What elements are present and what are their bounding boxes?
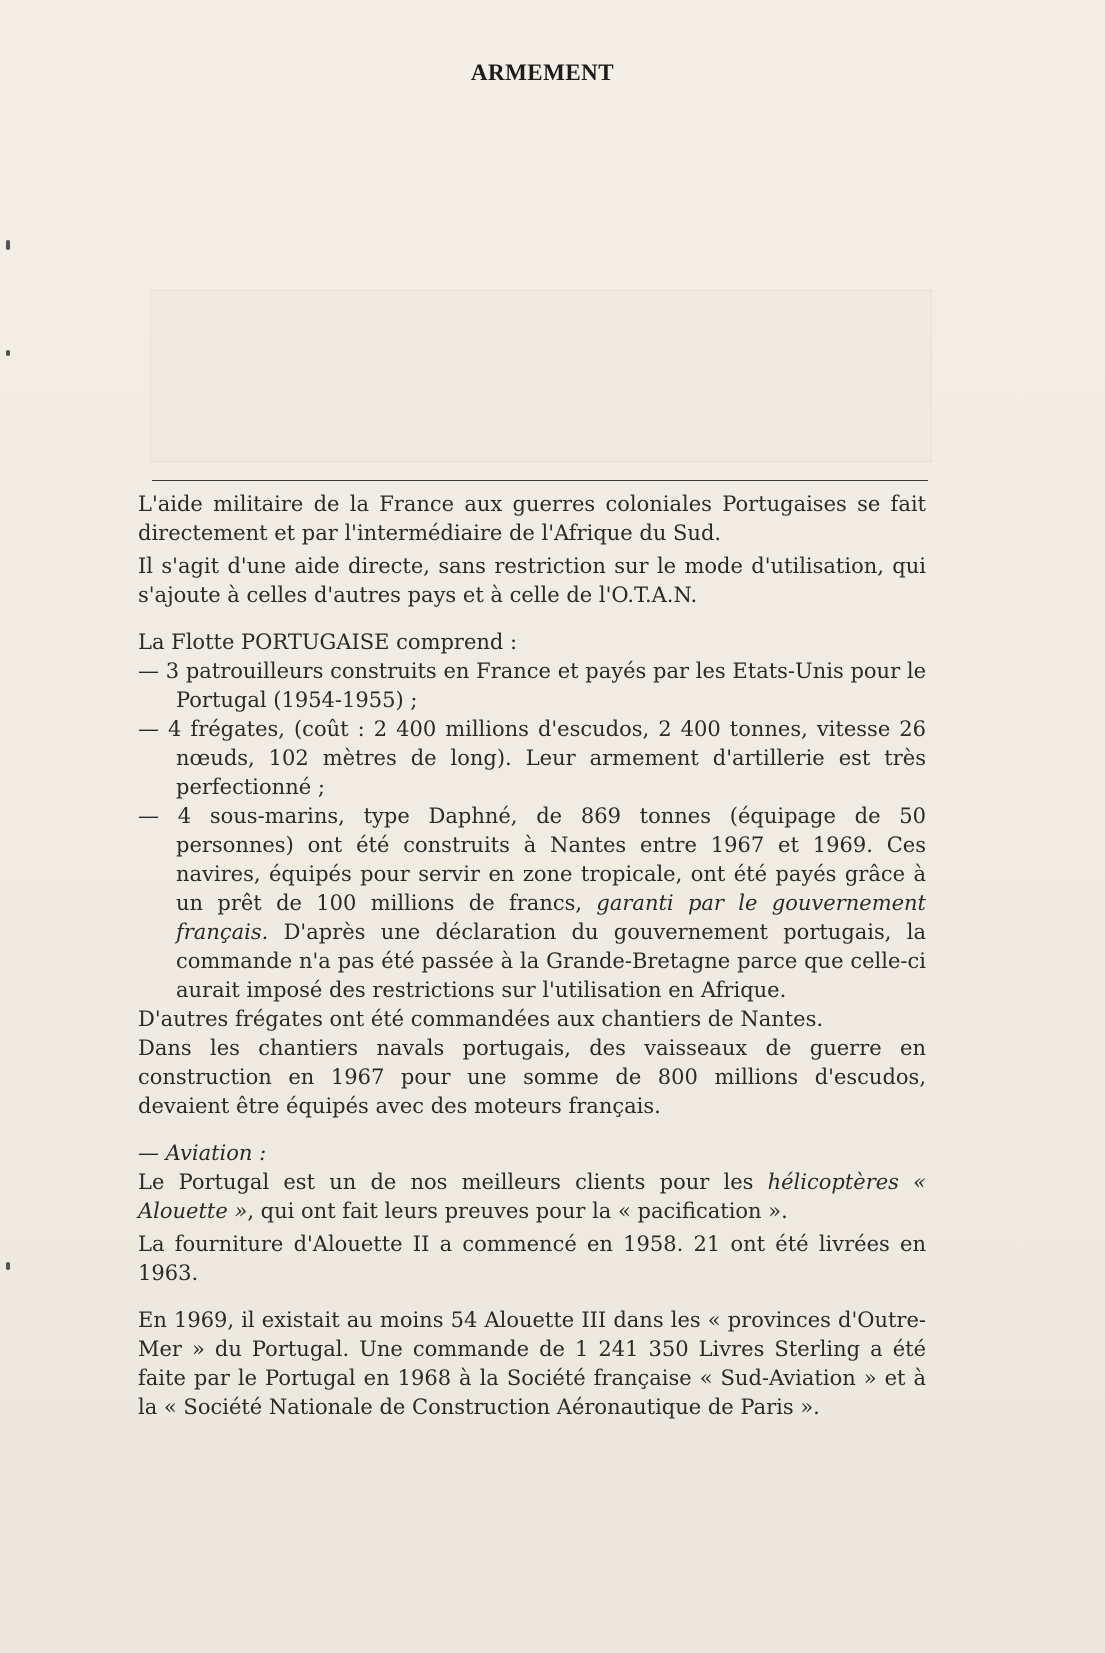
list-item-frigates: — 4 frégates, (coût : 2 400 millions d'escudos, 2 400 tonnes, vitesse 26 nœuds, 102 mètres de long). Leur armement d'artillerie est très perfectionné ;	[138, 717, 926, 799]
paragraph-helicopters	[138, 1168, 926, 1226]
margin-mark	[6, 1262, 10, 1270]
list-item-patrol-boats: — 3 patrouilleurs construits en France et payés par les Etats-Unis pour le Portugal (1954-1955) ;	[138, 659, 926, 712]
list-item-submarines	[138, 802, 926, 1005]
submarines-text-emphasis: garanti par le gouvernement français.	[176, 891, 926, 944]
article-body	[138, 490, 926, 1422]
submarines-text-b: D'après une déclaration du gouvernement portugais, la commande n'a pas été passée à la Grande-Bretagne parce que celle-ci aurait imposé des restrictions sur l'utilisation en Afrique.	[176, 920, 926, 1002]
divider-rule	[152, 480, 928, 481]
submarines-text-a: — 4 sous-marins, type Daphné, de 869 tonnes (équipage de 50 personnes) ont été construits à Nantes entre 1967 et 1969. Ces navires, équipés pour servir en zone tropicale, ont été payés grâce à un prêt de 100 millions de francs,	[138, 804, 926, 915]
bleed-through-shadow	[150, 290, 932, 462]
paragraph-other-frigates: D'autres frégates ont été commandées aux chantiers de Nantes.	[138, 1007, 824, 1031]
paragraph-alouette-iii: En 1969, il existait au moins 54 Alouette III dans les « provinces d'Outre-Mer » du Portugal. Une commande de 1 241 350 Livres Sterling a été faite par le Portugal en 1968 à la Société française « Sud-Aviation » et à la « Société Nationale de Construction Aéronautique de Paris ».	[138, 1308, 926, 1419]
paragraph-aid: Il s'agit d'une aide directe, sans restriction sur le mode d'utilisation, qui s'ajoute à celles d'autres pays et à celle de l'O.T.A.N.	[138, 554, 926, 607]
paragraph-alouette-ii: La fourniture d'Alouette II a commencé en 1958. 21 ont été livrées en 1963.	[138, 1232, 926, 1285]
helicopters-text-b: , qui ont fait leurs preuves pour la « pacification ».	[247, 1199, 788, 1223]
margin-mark	[6, 350, 10, 356]
aviation-heading-text: — Aviation :	[138, 1141, 267, 1165]
paragraph-fleet-heading: La Flotte PORTUGAISE comprend :	[138, 630, 518, 654]
paragraph-shipyards: Dans les chantiers navals portugais, des vaisseaux de guerre en construction en 1967 pour une somme de 800 millions d'escudos, devaient être équipés avec des moteurs français.	[138, 1036, 926, 1118]
page-title: ARMEMENT	[470, 60, 615, 85]
aviation-heading	[138, 1139, 926, 1168]
helicopters-text-emphasis: hélicoptères « Alouette »	[138, 1170, 926, 1223]
paragraph-intro: L'aide militaire de la France aux guerres coloniales Portugaises se fait directement et par l'intermédiaire de l'Afrique du Sud.	[138, 492, 926, 545]
margin-mark	[6, 240, 10, 250]
helicopters-text-a: Le Portugal est un de nos meilleurs clients pour les	[138, 1170, 768, 1194]
